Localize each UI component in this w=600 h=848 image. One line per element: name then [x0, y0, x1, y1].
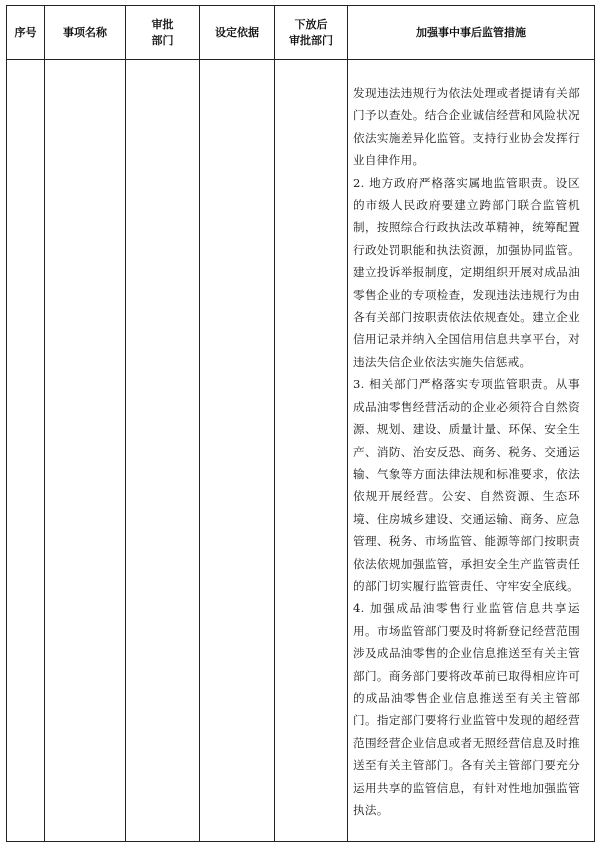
header-approval-dept [126, 6, 200, 60]
measures-paragraph: 3. 相关部门严格落实专项监管职责。从事成品油零售经营活动的企业必须符合自然资源、规划、建设、质量计量、环保、安全生产、消防、治安反恐、商务、税务、交通运输、气象等方面法律法规和标准要求，依法依规开展经营。公安、自然资源、生态环境、住房城乡建设、交通运输、商务、应急管理、税务、市场监管、能源等部门按职责依法依规加强监管，承担安全生产监管责任的部门切实履行监管责任、守牢安全底线。 [353, 377, 580, 593]
cell-seq [7, 60, 45, 842]
header-delegated-dept-line1: 下放后 [294, 17, 328, 31]
header-delegated-dept-line2: 审批部门 [289, 33, 333, 47]
header-measures: 加强事中事后监管措施 [348, 6, 595, 60]
measures-paragraph: 发现违法违规行为依法处理或者提请有关部门予以查处。结合企业诚信经营和风险状况依法实施差异化监管。支持行业协会发挥行业自律作用。 [353, 86, 580, 168]
table-header-row [7, 6, 595, 60]
header-delegated-dept [275, 6, 348, 60]
table-row [7, 60, 595, 842]
cell-approval-dept [126, 60, 200, 842]
cell-measures [348, 60, 595, 842]
cell-delegated-dept [275, 60, 348, 842]
measures-paragraph: 2. 地方政府严格落实属地监管职责。设区的市级人民政府要建立跨部门联合监管机制，按照综合行政执法改革精神，统筹配置行政处罚职能和执法资源，加强协同监管。建立投诉举报制度，定期组织开展对成品油零售企业的专项检查，发现违法违规行为由各有关部门按职责依法依规查处。建立企业信用记录并纳入全国信用信息共享平台，对违法失信企业依法实施失信惩戒。 [353, 175, 580, 369]
measures-paragraph: 4. 加强成品油零售行业监管信息共享运用。市场监管部门要及时将新登记经营范围涉及成品油零售的企业信息推送至有关主管部门。商务部门要将改革前已取得相应许可的成品油零售企业信息推送至有关主管部门。指定部门要将行业监管中发现的超经营范围经营企业信息或者无照经营信息及时推送至有关主管部门。各有关主管部门要充分运用共享的监管信息，有针对性地加强监管执法。 [353, 601, 580, 817]
header-item-name: 事项名称 [45, 6, 126, 60]
header-approval-dept-line1: 审批 [151, 17, 174, 31]
regulation-table [6, 5, 595, 842]
measures-text [348, 60, 594, 821]
header-basis: 设定依据 [200, 6, 275, 60]
cell-item-name [45, 60, 126, 842]
header-approval-dept-line2: 部门 [151, 33, 174, 47]
cell-basis [200, 60, 275, 842]
header-seq: 序号 [7, 6, 45, 60]
